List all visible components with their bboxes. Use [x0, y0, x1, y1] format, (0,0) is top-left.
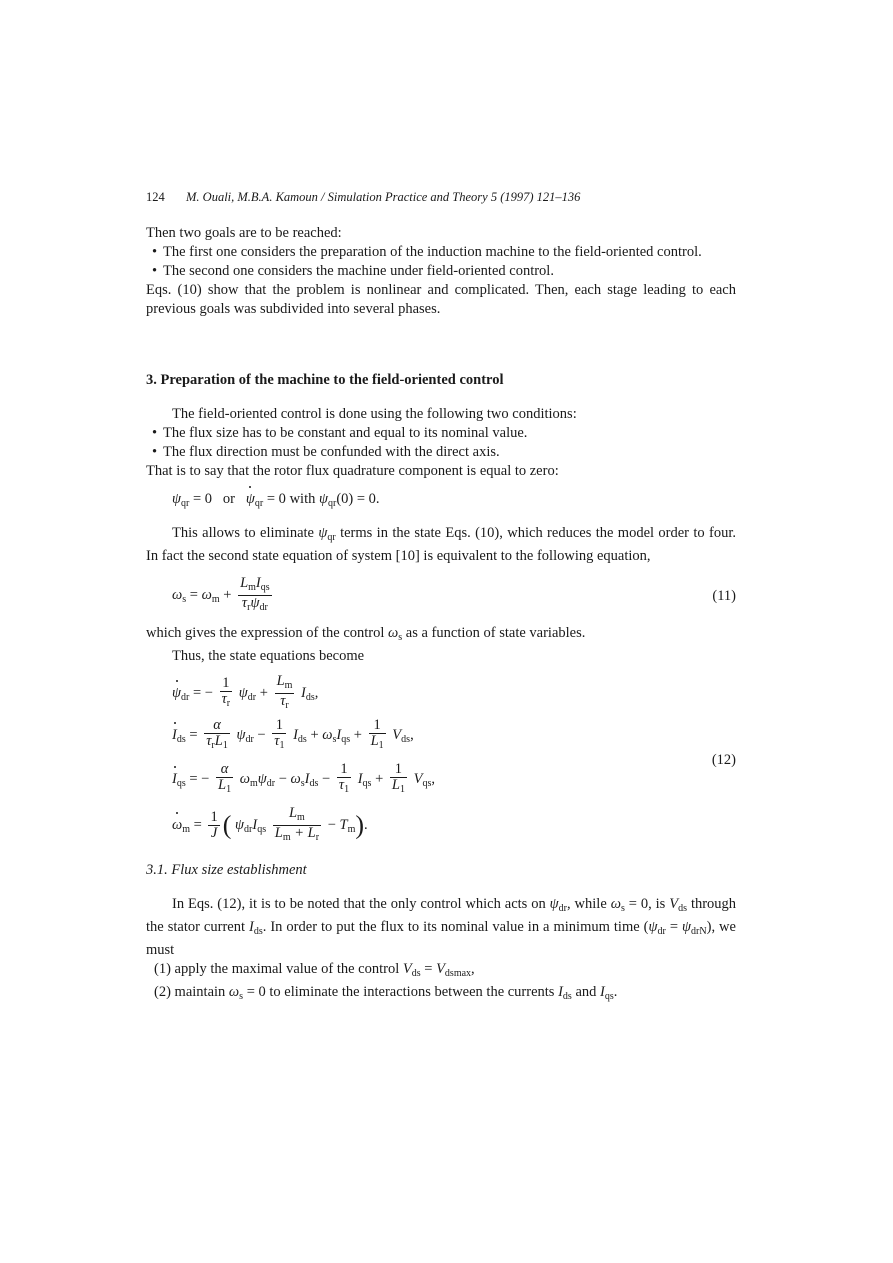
section3-lead: The field-oriented control is done using the following two conditions:	[172, 406, 577, 422]
equation-11-number: (11)	[712, 588, 736, 604]
eq12-line-3: $I_{qs}$ = − $\frac{\alpha}{L_1}$ $\omega_m\psi_{dr} - \omega_sI_{ds}$ − $\frac{1}{\tau_1}$ $I_{qs}$ + $\frac{1}{L_1}$ $V_{qs}$,	[172, 761, 435, 795]
eq12-line-4: $\omega_m$ = $\frac{1}{J}$ ( $\psi_{dr}I_{qs}$ $\frac{L_m}{L_m + L_r}$ − $T_m$).	[172, 805, 368, 843]
subsection31-paragraph: In Eqs. (12), it is to be noted that the only control which acts on $\psi_{dr}$, while $\omega_s = 0$, is $V_{ds}$ through the stator current $I_{ds}$. In order to put the flux to its nominal value in a minimum time $(\psi_{dr} = \psi_{drN})$, we must	[146, 896, 737, 958]
section-3-heading: 3. Preparation of the machine to the field-oriented control	[146, 372, 504, 388]
thus-text: Thus, the state equations become	[172, 648, 365, 664]
list-item-2: (2) maintain $\omega_s = 0$ to eliminate the interactions between the currents $I_{ds}$ and $I_{qs}$.	[154, 984, 618, 1002]
running-header	[146, 190, 736, 210]
subsection-3-1-heading: 3.1. Flux size establishment	[146, 862, 307, 878]
section3-bullet-1: • The flux size has to be constant and equal to its nominal value.	[152, 425, 528, 441]
intro-paragraph: Eqs. (10) show that the problem is nonlinear and complicated. Then, each stage leading to each previous goals was subdivided into several phases.	[146, 282, 736, 317]
intro-lead: Then two goals are to be reached:	[146, 225, 342, 241]
section3-zero-text: That is to say that the rotor flux quadrature component is equal to zero:	[146, 463, 559, 479]
intro-bullet-1: • The first one considers the preparation of the induction machine to the field-oriented control.	[152, 244, 702, 260]
paper-page	[146, 190, 736, 1006]
after-eq11: which gives the expression of the control $\omega_s$ as a function of state variables.	[146, 625, 586, 643]
intro-bullet-2: • The second one considers the machine under field-oriented control.	[152, 263, 554, 279]
equation-11: $\omega_s = \omega_m$ + $\frac{L_mI_{qs}}{\tau_r\psi_{dr}}$ (11)	[172, 575, 736, 613]
equation-12-system	[146, 674, 736, 846]
section3-bullet-2: • The flux direction must be confunded with the direct axis.	[152, 444, 500, 460]
running-head: M. Ouali, M.B.A. Kamoun / Simulation Practice and Theory 5 (1997) 121–136	[186, 190, 581, 204]
list-item-1: (1) apply the maximal value of the control $V_{ds} = V_{dsmax}$,	[154, 961, 475, 979]
equation-12-number: (12)	[711, 752, 736, 768]
eq12-line-2: $I_{ds}$ = $\frac{\alpha}{\tau_rL_1}$ $\psi_{dr}$ − $\frac{1}{\tau_1}$ $I_{ds} + \omega_sI_{qs}$ + $\frac{1}{L_1}$ $V_{ds}$,	[172, 717, 414, 751]
eq12-line-1: $\psi_{dr}$ = − $\frac{1}{\tau_r}$ $\psi_{dr}$ + $\frac{L_m}{\tau_r}$ $I_{ds}$,	[172, 673, 319, 711]
section3-paragraph-a: This allows to eliminate $\psi_{qr}$ terms in the state Eqs. (10), which reduces the model order to four. In fact the second state equation of system [10] is equivalent to the following equation,	[146, 525, 737, 564]
page-number: 124	[146, 190, 165, 204]
equation-flux-zero: $\psi_{qr} = 0$ or $\psi_{qr} = 0$ with $\psi_{qr}(0) = 0$.	[172, 491, 380, 509]
